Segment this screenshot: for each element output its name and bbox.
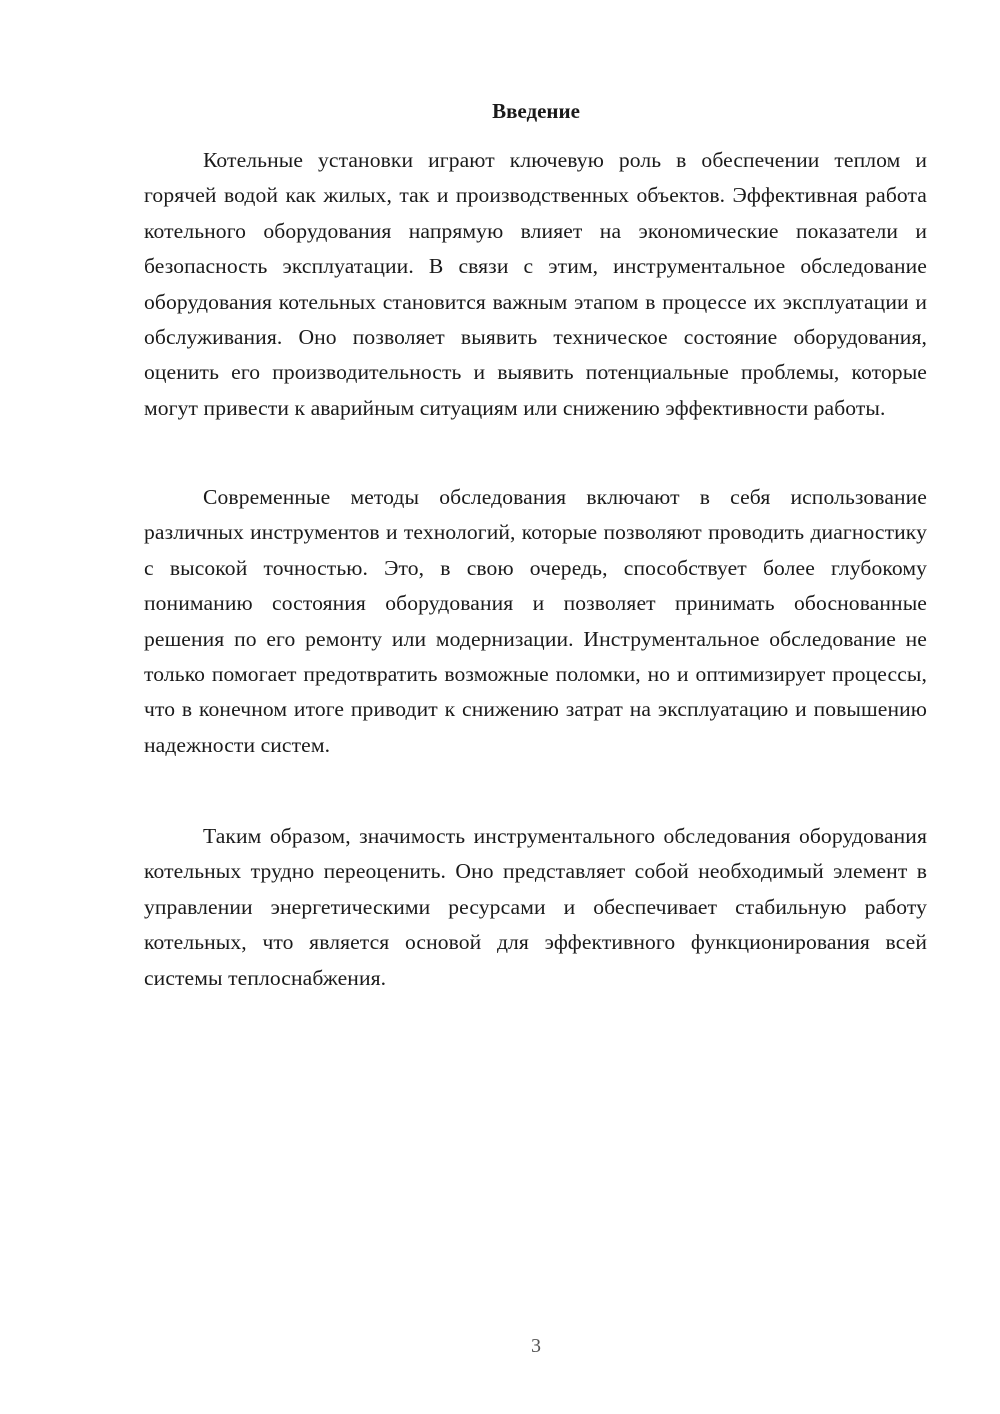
paragraph-2: Современные методы обследования включают в себя использование различных инструментов и технологий, которые позволяют проводить диагностику с высокой точностью. Это, в свою очередь, способствует более глубокому пониманию состояния оборудования и позволяет принимать обоснованные решения по его ремонту или модернизации. Инструментальное обследование не только помогает предотвратить возможные поломки, но и оптимизирует процессы, что в конечном итоге приводит к снижению затрат на эксплуатацию и повышению надежности систем. [144,485,927,757]
paragraph-1: Котельные установки играют ключевую роль в обеспечении теплом и горячей водой как жилых, так и производственных объектов. Эффективная работа котельного оборудования напрямую влияет на экономические показатели и безопасность эксплуатации. В связи с этим, инструментальное обследование оборудования котельных становится важным этапом в процессе их эксплуатации и обслуживания. Оно позволяет выявить техническое состояние оборудования, оценить его производительность и выявить потенциальные проблемы, которые могут привести к аварийным ситуациям или снижению эффективности работы. [144,148,927,420]
section-heading: Введение [492,99,580,123]
paragraph-3: Таким образом, значимость инструментального обследования оборудования котельных трудно переоценить. Оно представляет собой необходимый элемент в управлении энергетическими ресурсами и обеспечивает стабильную работу котельных, что является основой для эффективного функционирования всей системы теплоснабжения. [144,824,927,990]
page-number: 3 [531,1335,541,1357]
